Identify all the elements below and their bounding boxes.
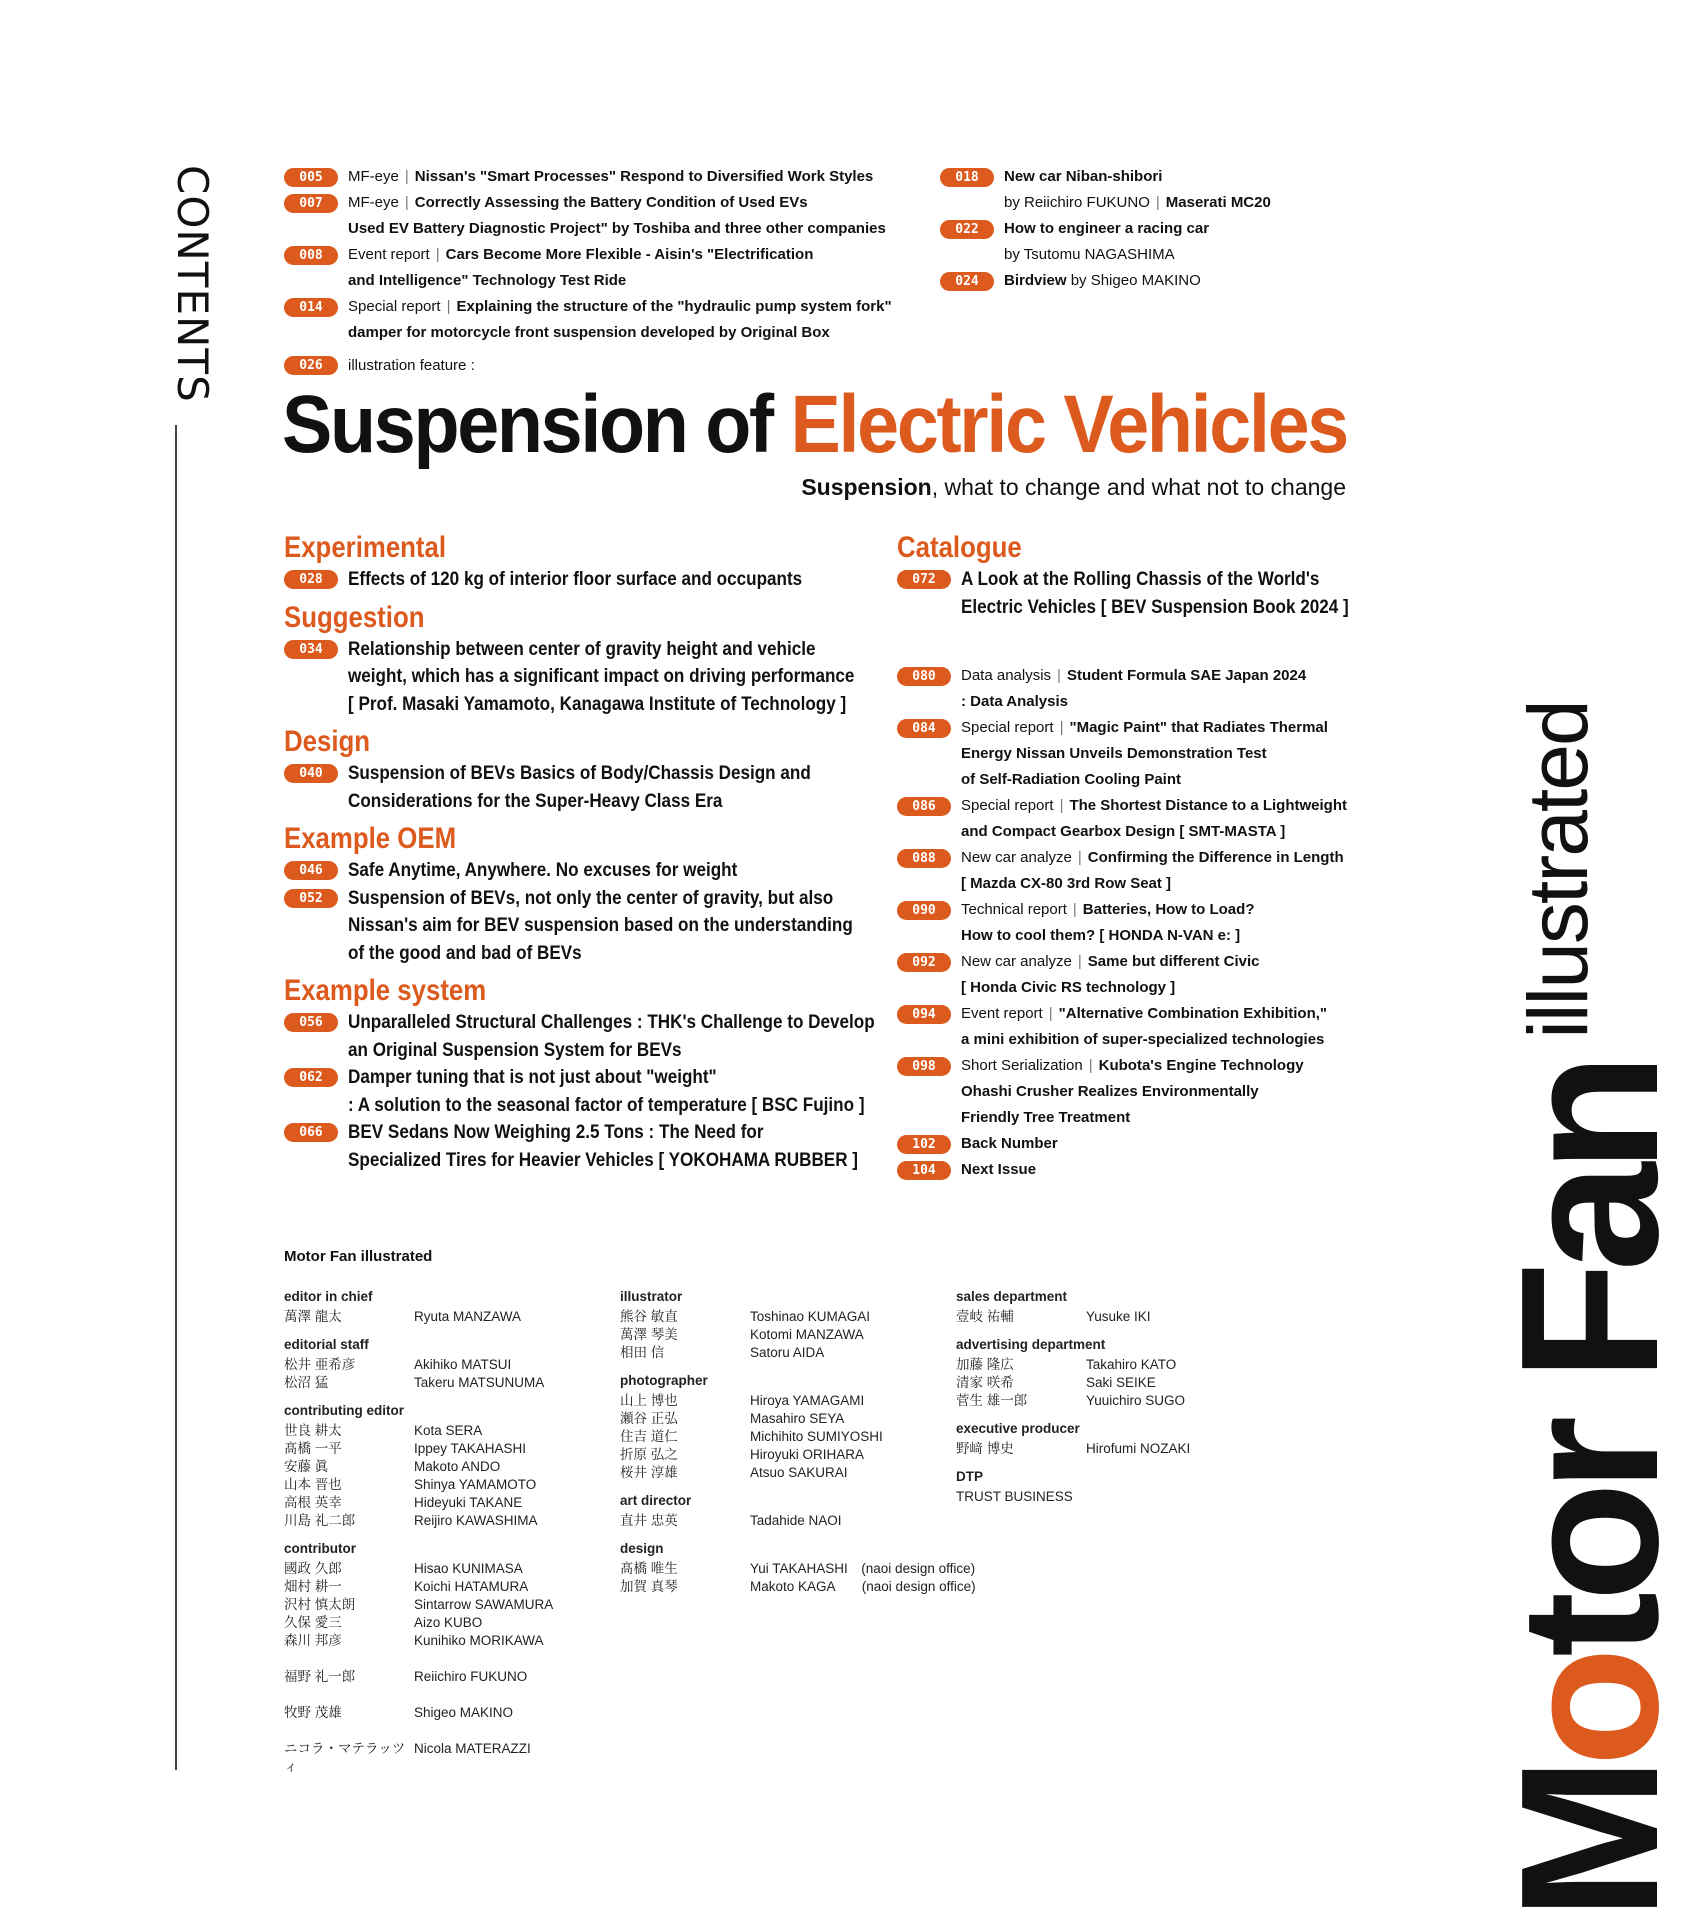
staff-name-en: Hisao KUNIMASA bbox=[414, 1561, 523, 1576]
top-right-toc bbox=[940, 164, 1340, 294]
staff-person bbox=[620, 1326, 1000, 1344]
staff-name-jp: 川島 礼二郎 bbox=[284, 1513, 356, 1528]
staff-name-en: Takeru MATSUNUMA bbox=[414, 1375, 545, 1390]
staff-name-jp: 加藤 隆広 bbox=[956, 1357, 1014, 1372]
staff-column-3 bbox=[956, 1278, 1256, 1506]
toc-entry[interactable] bbox=[284, 636, 884, 719]
staff-name-jp: 清家 咲希 bbox=[956, 1375, 1014, 1390]
entry-line: Relationship between center of gravity height and vehicle bbox=[348, 638, 816, 660]
entry-category: New car analyze bbox=[961, 849, 1072, 866]
toc-entry[interactable] bbox=[284, 1009, 884, 1064]
page-number-badge: 007 bbox=[284, 194, 338, 213]
entry-byline: by Shigeo MAKINO bbox=[1070, 272, 1201, 289]
section-heading: Suggestion bbox=[284, 600, 425, 634]
staff-name-jp: ニコラ・マテラッツィ bbox=[284, 1741, 406, 1774]
feature-title-orange: Electric Vehicles bbox=[790, 379, 1347, 470]
entry-line: [ Prof. Masaki Yamamoto, Kanagawa Institute of Technology ] bbox=[348, 693, 847, 715]
separator: | bbox=[435, 246, 440, 263]
staff-person bbox=[284, 1740, 604, 1776]
entry-line: an Original Suspension System for BEVs bbox=[348, 1039, 682, 1061]
staff-person bbox=[284, 1476, 604, 1494]
entry-category: Event report bbox=[961, 1005, 1043, 1022]
page-number-badge: 062 bbox=[284, 1068, 338, 1087]
staff-person bbox=[284, 1596, 604, 1614]
feature-title-black: Suspension of bbox=[282, 379, 791, 470]
staff-role: editorial staff bbox=[284, 1337, 369, 1352]
entry-line: Considerations for the Super-Heavy Class Era bbox=[348, 790, 723, 812]
staff-name-en: Reiichiro FUKUNO bbox=[414, 1669, 528, 1684]
entry-line: Suspension of BEVs Basics of Body/Chassis Design and bbox=[348, 763, 811, 784]
right-toc-list bbox=[897, 663, 1367, 1183]
separator: | bbox=[1059, 797, 1064, 814]
section-heading: Design bbox=[284, 725, 371, 758]
entry-title-line2: damper for motorcycle front suspension developed by Original Box bbox=[348, 324, 830, 341]
staff-person bbox=[284, 1374, 604, 1392]
staff-person bbox=[620, 1464, 1000, 1482]
feature-sections-right bbox=[897, 530, 1367, 1183]
staff-person bbox=[620, 1344, 1000, 1362]
entry-category: Special report bbox=[961, 797, 1054, 814]
staff-name-en: Hideyuki TAKANE bbox=[414, 1495, 523, 1510]
entry-title: Explaining the structure of the "hydraulic pump system fork" bbox=[456, 298, 892, 315]
page-number-badge: 056 bbox=[284, 1013, 338, 1032]
entry-line: BEV Sedans Now Weighing 2.5 Tons : The Need for bbox=[348, 1122, 764, 1143]
staff-name-en: Aizo KUBO bbox=[414, 1615, 483, 1630]
entry-title: Nissan's "Smart Processes" Respond to Diversified Work Styles bbox=[414, 168, 874, 185]
separator: | bbox=[1077, 849, 1082, 866]
feature-title bbox=[282, 378, 1347, 472]
separator: | bbox=[404, 194, 409, 211]
entry-line: How to cool them? [ HONDA N-VAN e: ] bbox=[961, 927, 1241, 944]
staff-person bbox=[284, 1668, 604, 1686]
toc-entry[interactable] bbox=[897, 663, 1367, 715]
staff-role: contributing editor bbox=[284, 1403, 404, 1418]
entry-title: Correctly Assessing the Battery Condition of Used EVs bbox=[414, 194, 808, 211]
toc-entry[interactable] bbox=[284, 760, 884, 815]
toc-entry[interactable] bbox=[284, 885, 884, 968]
staff-name-en: Hiroyuki ORIHARA bbox=[750, 1447, 865, 1462]
staff-name-jp: 安藤 眞 bbox=[284, 1459, 329, 1474]
staff-role: art director bbox=[620, 1493, 692, 1508]
spacer bbox=[284, 1722, 604, 1740]
feature-sections-left bbox=[284, 530, 884, 1174]
page-number-badge: 046 bbox=[284, 861, 338, 880]
entry-line: Ohashi Crusher Realizes Environmentally bbox=[961, 1083, 1259, 1100]
staff-name-jp: 髙橋 一平 bbox=[284, 1441, 342, 1456]
staff-person bbox=[284, 1560, 604, 1578]
staff-person bbox=[620, 1560, 1000, 1578]
page-number-badge: 104 bbox=[897, 1161, 951, 1180]
entry-category: Special report bbox=[961, 719, 1054, 736]
page-number-badge: 024 bbox=[940, 272, 994, 291]
separator: | bbox=[1077, 953, 1082, 970]
staff-person bbox=[620, 1512, 1000, 1530]
brand-illustrated: illustrated bbox=[1511, 701, 1605, 1039]
staff-person bbox=[956, 1356, 1256, 1374]
staff-name-en: Toshinao KUMAGAI bbox=[750, 1309, 871, 1324]
staff-person bbox=[284, 1578, 604, 1596]
toc-entry[interactable] bbox=[284, 566, 884, 594]
staff-role: illustrator bbox=[620, 1289, 683, 1304]
entry-title: Batteries, How to Load? bbox=[1082, 901, 1255, 918]
entry-line: Unparalleled Structural Challenges : THK's Challenge to Develop bbox=[348, 1012, 875, 1033]
page-number-badge: 022 bbox=[940, 220, 994, 239]
staff-person bbox=[284, 1440, 604, 1458]
staff-name-jp: 菅生 雄一郎 bbox=[956, 1393, 1028, 1408]
page-number-badge: 066 bbox=[284, 1123, 338, 1142]
page-number-badge: 102 bbox=[897, 1135, 951, 1154]
entry-line: [ Honda Civic RS technology ] bbox=[961, 979, 1176, 996]
toc-entry[interactable] bbox=[284, 190, 924, 242]
entry-line: [ Mazda CX-80 3rd Row Seat ] bbox=[961, 875, 1172, 892]
toc-entry[interactable] bbox=[897, 1131, 1367, 1157]
staff-person bbox=[956, 1308, 1256, 1326]
entry-category: Technical report bbox=[961, 901, 1067, 918]
entry-byline: by Tsutomu NAGASHIMA bbox=[1004, 246, 1175, 263]
staff-name-en: Shinya YAMAMOTO bbox=[414, 1477, 537, 1492]
staff-name-jp: 畑村 耕一 bbox=[284, 1579, 342, 1594]
staff-person bbox=[284, 1308, 604, 1326]
staff-person bbox=[620, 1392, 1000, 1410]
staff-name-jp: TRUST BUSINESS bbox=[956, 1489, 1073, 1504]
entry-subject: Maserati MC20 bbox=[1165, 194, 1271, 211]
staff-person bbox=[620, 1428, 1000, 1446]
page-number-badge: 026 bbox=[284, 356, 338, 375]
staff-role: photographer bbox=[620, 1373, 708, 1388]
top-left-toc bbox=[284, 164, 924, 346]
staff-person bbox=[956, 1392, 1256, 1410]
staff-name-en: Michihito SUMIYOSHI bbox=[750, 1429, 883, 1444]
staff-name-en: Akihiko MATSUI bbox=[414, 1357, 512, 1372]
entry-line: of Self-Radiation Cooling Paint bbox=[961, 771, 1181, 788]
staff-person bbox=[284, 1422, 604, 1440]
staff-name-en: Satoru AIDA bbox=[750, 1345, 825, 1360]
entry-title: Same but different Civic bbox=[1087, 953, 1260, 970]
entry-title: Cars Become More Flexible - Aisin's "Electrification bbox=[445, 246, 814, 263]
entry-line: A Look at the Rolling Chassis of the World's bbox=[961, 569, 1320, 590]
section-heading: Example OEM bbox=[284, 822, 457, 855]
entry-line: and Compact Gearbox Design [ SMT-MASTA ] bbox=[961, 823, 1286, 840]
page-number-badge: 080 bbox=[897, 667, 951, 686]
brand-o: o bbox=[1480, 1656, 1699, 1767]
entry-line: Nissan's aim for BEV suspension based on the understanding bbox=[348, 915, 853, 936]
toc-entry[interactable] bbox=[897, 949, 1367, 1001]
entry-title: "Alternative Combination Exhibition," bbox=[1058, 1005, 1328, 1022]
entry-line: a mini exhibition of super-specialized technologies bbox=[961, 1031, 1325, 1048]
entry-title-line2: and Intelligence" Technology Test Ride bbox=[348, 272, 627, 289]
separator: | bbox=[1057, 667, 1061, 684]
page-number-badge: 072 bbox=[897, 570, 951, 589]
entry-title: The Shortest Distance to a Lightweight bbox=[1069, 797, 1347, 814]
staff-name-jp: 牧野 茂雄 bbox=[284, 1705, 342, 1720]
brand-rest: tor Fan bbox=[1480, 1062, 1699, 1657]
entry-line: Electric Vehicles [ BEV Suspension Book 2024 ] bbox=[961, 596, 1349, 618]
toc-entry[interactable] bbox=[940, 268, 1340, 294]
staff-name-en: Kotomi MANZAWA bbox=[750, 1327, 864, 1342]
staff-name-en: Nicola MATERAZZI bbox=[414, 1741, 531, 1756]
entry-line: Energy Nissan Unveils Demonstration Test bbox=[961, 745, 1267, 762]
staff-name-jp: 壹岐 祐輔 bbox=[956, 1309, 1014, 1324]
staff-name-jp: 萬澤 龍太 bbox=[284, 1309, 342, 1324]
toc-entry[interactable] bbox=[284, 164, 924, 190]
toc-entry[interactable] bbox=[897, 715, 1367, 793]
staff-name-jp: 直井 忠英 bbox=[620, 1513, 678, 1528]
entry-category: Short Serialization bbox=[961, 1057, 1083, 1074]
staff-column-2 bbox=[620, 1278, 1000, 1596]
entry-title: Next Issue bbox=[961, 1161, 1037, 1178]
staff-name-jp: 國政 久郎 bbox=[284, 1561, 342, 1576]
toc-entry[interactable] bbox=[284, 1119, 884, 1174]
brand-logo bbox=[1480, 701, 1699, 1920]
staff-name-jp: 山上 博也 bbox=[620, 1393, 678, 1408]
page-number-badge: 005 bbox=[284, 168, 338, 187]
section-heading: Catalogue bbox=[897, 531, 1022, 564]
brand-m: M bbox=[1480, 1766, 1699, 1920]
staff-person bbox=[284, 1458, 604, 1476]
feature-subtitle bbox=[801, 474, 1346, 501]
page-number-badge: 018 bbox=[940, 168, 994, 187]
toc-entry[interactable] bbox=[897, 897, 1367, 949]
staff-person bbox=[956, 1374, 1256, 1392]
page-number-badge: 092 bbox=[897, 953, 951, 972]
staff-name-jp: 世良 耕太 bbox=[284, 1423, 342, 1438]
page-number-badge: 034 bbox=[284, 640, 338, 659]
staff-name-jp: 桜井 淳雄 bbox=[620, 1465, 678, 1480]
toc-entry[interactable] bbox=[897, 845, 1367, 897]
entry-category: Special report bbox=[348, 298, 441, 315]
toc-entry[interactable] bbox=[940, 216, 1340, 268]
staff-person bbox=[620, 1308, 1000, 1326]
staff-title: Motor Fan illustrated bbox=[284, 1248, 433, 1265]
separator: | bbox=[1059, 719, 1064, 736]
entry-line: weight, which has a significant impact on driving performance bbox=[348, 666, 855, 687]
entry-title: Student Formula SAE Japan 2024 bbox=[1066, 667, 1307, 684]
toc-entry[interactable] bbox=[897, 1157, 1367, 1183]
entry-line: Effects of 120 kg of interior floor surface and occupants bbox=[348, 569, 803, 590]
page-number-badge: 090 bbox=[897, 901, 951, 920]
contents-vertical-label: CONTENTS bbox=[168, 165, 217, 403]
staff-person bbox=[284, 1632, 604, 1650]
staff-name-en: Saki SEIKE bbox=[1086, 1375, 1156, 1390]
entry-title: Kubota's Engine Technology bbox=[1098, 1057, 1304, 1074]
page-number-badge: 014 bbox=[284, 298, 338, 317]
staff-name-en: Yui TAKAHASHI (naoi design office) bbox=[750, 1561, 976, 1576]
subtitle-bold: Suspension bbox=[801, 474, 932, 500]
page-number-badge: 094 bbox=[897, 1005, 951, 1024]
entry-title: Back Number bbox=[961, 1135, 1058, 1152]
staff-person bbox=[284, 1512, 604, 1530]
staff-name-jp: 松沼 猛 bbox=[284, 1375, 329, 1390]
staff-role: design bbox=[620, 1541, 664, 1556]
staff-person bbox=[956, 1488, 1256, 1506]
staff-name-jp: 久保 愛三 bbox=[284, 1615, 342, 1630]
staff-role: advertising department bbox=[956, 1337, 1106, 1352]
entry-title: "Magic Paint" that Radiates Thermal bbox=[1069, 719, 1328, 736]
entry-line: Specialized Tires for Heavier Vehicles [ YOKOHAMA RUBBER ] bbox=[348, 1149, 859, 1171]
staff-name-en: Sintarrow SAWAMURA bbox=[414, 1597, 554, 1612]
staff-role: DTP bbox=[956, 1469, 983, 1484]
entry-category: MF-eye bbox=[348, 168, 399, 185]
toc-entry[interactable] bbox=[897, 1053, 1367, 1131]
page-number-badge: 028 bbox=[284, 570, 338, 589]
toc-entry[interactable] bbox=[284, 242, 924, 294]
staff-person bbox=[284, 1356, 604, 1374]
entry-category: Data analysis bbox=[961, 667, 1052, 684]
toc-entry[interactable] bbox=[284, 857, 884, 885]
staff-name-en: Atsuo SAKURAI bbox=[750, 1465, 848, 1480]
vertical-divider bbox=[175, 425, 177, 1770]
staff-name-jp: 萬澤 琴美 bbox=[620, 1327, 678, 1342]
staff-column-1 bbox=[284, 1278, 604, 1776]
toc-entry[interactable] bbox=[897, 1001, 1367, 1053]
staff-role: executive producer bbox=[956, 1421, 1080, 1436]
page-number-badge: 040 bbox=[284, 764, 338, 783]
entry-line: Friendly Tree Treatment bbox=[961, 1109, 1131, 1126]
staff-name-en: Ryuta MANZAWA bbox=[414, 1309, 522, 1324]
staff-name-jp: 松井 亜希彦 bbox=[284, 1357, 356, 1372]
entry-line: of the good and bad of BEVs bbox=[348, 942, 582, 964]
staff-name-jp: 沢村 慎太朗 bbox=[284, 1597, 356, 1612]
staff-name-jp: 加賀 真琴 bbox=[620, 1579, 678, 1594]
staff-name-en: Kota SERA bbox=[414, 1423, 483, 1438]
staff-name-jp: 相田 信 bbox=[620, 1345, 665, 1360]
page-number-badge: 086 bbox=[897, 797, 951, 816]
section-heading: Experimental bbox=[284, 531, 447, 564]
staff-name-jp: 住吉 道仁 bbox=[620, 1429, 678, 1444]
entry-title: How to engineer a racing car bbox=[1004, 220, 1210, 237]
separator: | bbox=[1072, 901, 1077, 918]
staff-name-en: Makoto ANDO bbox=[414, 1459, 501, 1474]
staff-name-en: Kunihiko MORIKAWA bbox=[414, 1633, 544, 1648]
staff-name-en: Ippey TAKAHASHI bbox=[414, 1441, 527, 1456]
staff-name-jp: 瀬谷 正弘 bbox=[620, 1411, 678, 1426]
entry-title: New car Niban-shibori bbox=[1004, 168, 1163, 185]
staff-name-en: Yuuichiro SUGO bbox=[1086, 1393, 1186, 1408]
feature-label: illustration feature : bbox=[348, 357, 475, 374]
staff-person bbox=[620, 1410, 1000, 1428]
staff-role: sales department bbox=[956, 1289, 1068, 1304]
separator: | bbox=[1088, 1057, 1093, 1074]
entry-title: Birdview bbox=[1004, 272, 1067, 289]
staff-person bbox=[620, 1578, 1000, 1596]
staff-person bbox=[956, 1440, 1256, 1458]
toc-entry[interactable] bbox=[284, 1064, 884, 1119]
separator: | bbox=[1155, 194, 1160, 211]
entry-category: New car analyze bbox=[961, 953, 1072, 970]
staff-role: editor in chief bbox=[284, 1289, 373, 1304]
staff-name-en: Shigeo MAKINO bbox=[414, 1705, 514, 1720]
subtitle-rest: , what to change and what not to change bbox=[931, 474, 1346, 500]
entry-title-line2: Used EV Battery Diagnostic Project" by Toshiba and three other companies bbox=[348, 220, 886, 237]
entry-line: : A solution to the seasonal factor of temperature [ BSC Fujino ] bbox=[348, 1094, 865, 1116]
staff-name-en: Reijiro KAWASHIMA bbox=[414, 1513, 538, 1528]
staff-name-en: Makoto KAGA (naoi design office) bbox=[750, 1579, 976, 1594]
section-heading: Example system bbox=[284, 974, 487, 1007]
staff-name-en: Hiroya YAMAGAMI bbox=[750, 1393, 865, 1408]
page-number-badge: 008 bbox=[284, 246, 338, 265]
staff-name-en: Yusuke IKI bbox=[1086, 1309, 1151, 1324]
entry-line: Damper tuning that is not just about "weight" bbox=[348, 1067, 717, 1088]
staff-name-jp: 福野 礼一郎 bbox=[284, 1669, 356, 1684]
entry-line: Safe Anytime, Anywhere. No excuses for weight bbox=[348, 860, 738, 881]
toc-entry[interactable] bbox=[897, 793, 1367, 845]
staff-person bbox=[284, 1494, 604, 1512]
entry-byline: by Reiichiro FUKUNO bbox=[1004, 194, 1150, 211]
toc-entry[interactable] bbox=[284, 294, 924, 346]
staff-name-en: Takahiro KATO bbox=[1086, 1357, 1177, 1372]
page-number-badge: 098 bbox=[897, 1057, 951, 1076]
separator: | bbox=[446, 298, 451, 315]
separator: | bbox=[404, 168, 409, 185]
page-number-badge: 052 bbox=[284, 889, 338, 908]
page-number-badge: 084 bbox=[897, 719, 951, 738]
staff-name-en: Hirofumi NOZAKI bbox=[1086, 1441, 1191, 1456]
spacer bbox=[284, 1650, 604, 1668]
staff-name-en: Masahiro SEYA bbox=[750, 1411, 845, 1426]
staff-person bbox=[284, 1614, 604, 1632]
entry-line: : Data Analysis bbox=[961, 693, 1068, 710]
staff-person bbox=[284, 1704, 604, 1722]
spacer bbox=[284, 1686, 604, 1704]
staff-name-en: Tadahide NAOI bbox=[750, 1513, 842, 1528]
entry-line: Suspension of BEVs, not only the center of gravity, but also bbox=[348, 887, 834, 909]
staff-name-jp: 野﨑 博史 bbox=[956, 1441, 1014, 1456]
feature-tag[interactable] bbox=[284, 356, 475, 375]
staff-name-jp: 山本 晋也 bbox=[284, 1477, 342, 1492]
toc-entry[interactable] bbox=[897, 566, 1367, 621]
staff-person bbox=[620, 1446, 1000, 1464]
staff-name-jp: 熊谷 敏直 bbox=[620, 1309, 678, 1324]
page-number-badge: 088 bbox=[897, 849, 951, 868]
separator: | bbox=[1048, 1005, 1053, 1022]
staff-name-en: Koichi HATAMURA bbox=[414, 1579, 529, 1594]
toc-entry[interactable] bbox=[940, 164, 1340, 216]
staff-role: contributor bbox=[284, 1541, 356, 1556]
staff-name-jp: 高根 英幸 bbox=[284, 1495, 342, 1510]
staff-name-jp: 森川 邦彦 bbox=[284, 1633, 342, 1648]
entry-title: Confirming the Difference in Length bbox=[1087, 849, 1344, 866]
staff-name-jp: 髙橋 唯生 bbox=[620, 1561, 678, 1576]
entry-category: Event report bbox=[348, 246, 430, 263]
entry-category: MF-eye bbox=[348, 194, 399, 211]
staff-name-jp: 折原 弘之 bbox=[620, 1447, 678, 1462]
